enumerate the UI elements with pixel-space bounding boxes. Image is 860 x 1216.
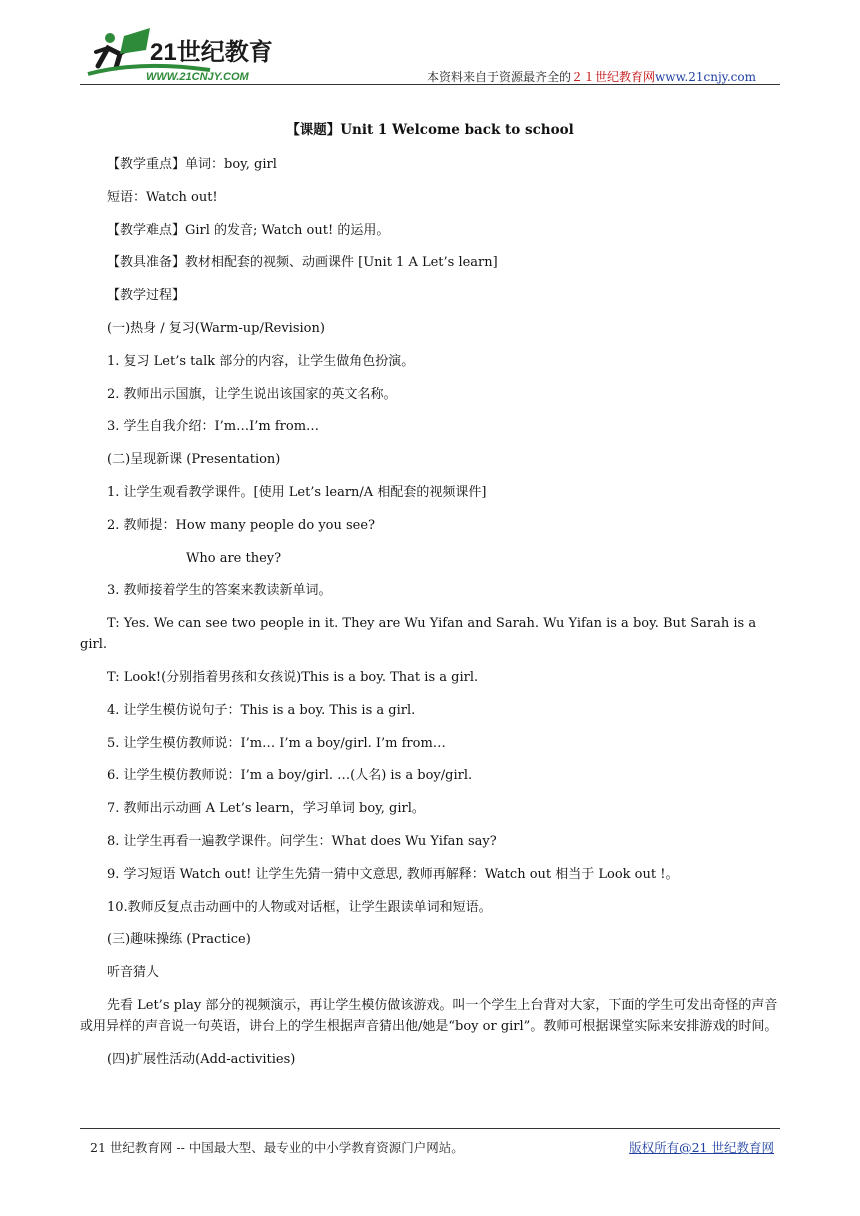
header-note-site: ２１世纪教育网 bbox=[571, 70, 656, 84]
site-logo bbox=[80, 24, 290, 84]
logo-url: WWW.21CNJY.COM bbox=[146, 71, 249, 83]
list-item: 10.教师反复点击动画中的人物或对话框，让学生跟读单词和短语。 bbox=[107, 899, 492, 915]
list-item: 6. 让学生模仿教师说：I’m a boy/girl. …(人名) is a boy/girl. bbox=[107, 768, 473, 784]
list-item: 1. 让学生观看教学课件。[使用 Let’s learn/A 相配套的视频课件] bbox=[107, 484, 487, 500]
section-heading: (三)趣味操练 (Practice) bbox=[107, 932, 251, 948]
paragraph: 【教学难点】Girl 的发音; Watch out! 的运用。 bbox=[107, 222, 390, 238]
footer-divider bbox=[80, 1128, 780, 1129]
list-item: 3. 学生自我介绍：I’m…I’m from… bbox=[107, 419, 320, 435]
logo-text: 21世纪教育 bbox=[150, 39, 273, 66]
document-body bbox=[80, 118, 780, 1082]
dialogue-paragraph: T: Yes. We can see two people in it. They are Wu Yifan and Sarah. Wu Yifan is a boy. But Sarah is a girl. bbox=[80, 616, 757, 653]
section-heading: (二)呈现新课 (Presentation) bbox=[107, 452, 281, 468]
header-divider bbox=[80, 84, 780, 85]
footer-site-description: 21 世纪教育网 -- 中国最大型、最专业的中小学教育资源门户网站。 bbox=[90, 1140, 464, 1155]
header-source-note bbox=[427, 68, 756, 85]
list-item: 9. 学习短语 Watch out! 让学生先猜一猜中文意思, 教师再解释：Watch out 相当于 Look out !。 bbox=[107, 866, 679, 882]
activity-title: 听音猜人 bbox=[107, 965, 160, 981]
page-header bbox=[80, 24, 780, 86]
activity-description: 先看 Let’s play 部分的视频演示，再让学生模仿做该游戏。叫一个学生上台背对大家，下面的学生可发出奇怪的声音或用异样的声音说一句英语，讲台上的学生根据声音猜出他/她是“boy or girl”。教师可根据课堂实际来安排游戏的时间。 bbox=[80, 997, 778, 1034]
header-note-url[interactable]: www.21cnjy.com bbox=[655, 70, 756, 84]
lesson-title: 【课题】Unit 1 Welcome back to school bbox=[286, 122, 574, 138]
dialogue-paragraph: T: Look!(分别指着男孩和女孩说)This is a boy. That is a girl. bbox=[107, 669, 479, 685]
list-item: 8. 让学生再看一遍教学课件。问学生：What does Wu Yifan say? bbox=[107, 833, 497, 849]
section-heading: (一)热身 / 复习(Warm-up/Revision) bbox=[107, 320, 325, 336]
paragraph: 【教具准备】教材相配套的视频、动画课件 [Unit 1 A Let’s learn] bbox=[107, 255, 498, 271]
list-item: 3. 教师接着学生的答案来教读新单词。 bbox=[107, 583, 332, 599]
list-item-continuation: Who are they? bbox=[186, 550, 282, 566]
list-item: 2. 教师出示国旗，让学生说出该国家的英文名称。 bbox=[107, 386, 397, 402]
footer-copyright-link[interactable]: 版权所有@21 世纪教育网 bbox=[629, 1140, 774, 1155]
list-item: 5. 让学生模仿教师说：I’m… I’m a boy/girl. I’m from… bbox=[107, 735, 446, 751]
paragraph: 【教学过程】 bbox=[107, 288, 186, 304]
list-item: 7. 教师出示动画 A Let’s learn，学习单词 boy, girl。 bbox=[107, 801, 425, 817]
paragraph: 【教学重点】单词：boy, girl bbox=[107, 157, 277, 172]
header-note-prefix: 本资料来自于资源最齐全的 bbox=[427, 70, 572, 84]
list-item: 2. 教师提：How many people do you see? bbox=[107, 517, 376, 533]
list-item: 4. 让学生模仿说句子：This is a boy. This is a girl. bbox=[107, 702, 416, 718]
list-item: 1. 复习 Let’s talk 部分的内容，让学生做角色扮演。 bbox=[107, 353, 415, 369]
section-heading: (四)扩展性活动(Add-activities) bbox=[107, 1051, 296, 1067]
paragraph: 短语：Watch out! bbox=[107, 189, 218, 205]
